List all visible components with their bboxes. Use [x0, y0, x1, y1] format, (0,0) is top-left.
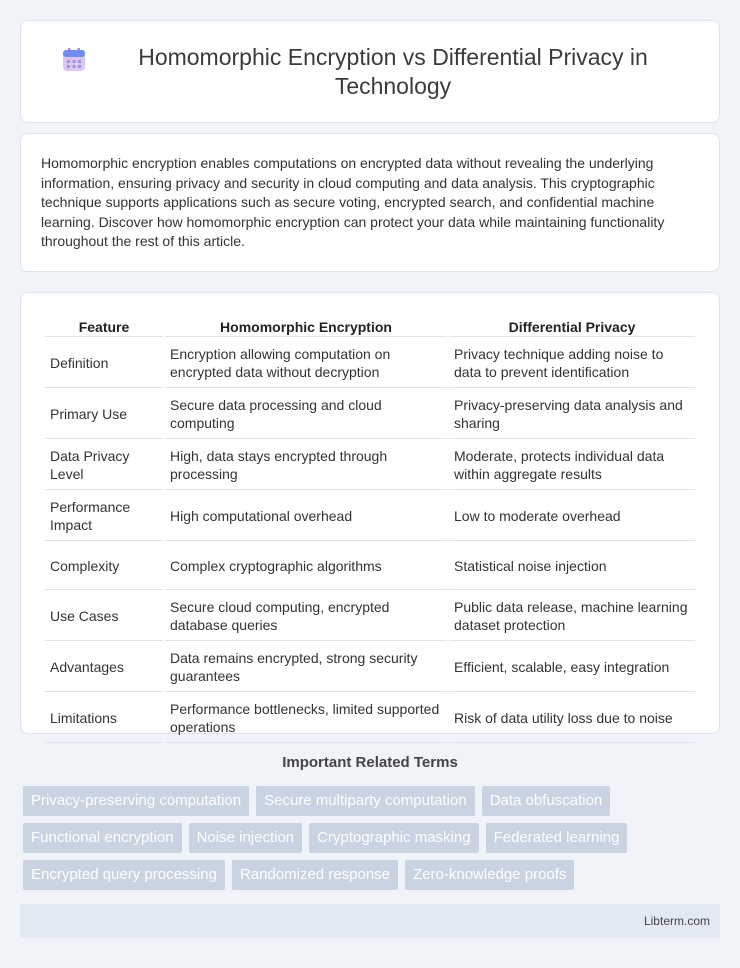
related-term-tag[interactable]: Secure multiparty computation	[256, 786, 475, 816]
table-cell: Use Cases	[45, 592, 163, 641]
related-terms-list	[23, 786, 723, 890]
title-wrap	[21, 43, 719, 101]
table-cell: High computational overhead	[165, 492, 447, 541]
comparison-table-card	[20, 292, 720, 734]
related-term-tag[interactable]: Cryptographic masking	[309, 823, 478, 853]
table-cell: Performance bottlenecks, limited supported operations	[165, 694, 447, 743]
comparison-table	[43, 315, 697, 745]
table-cell: Efficient, scalable, easy integration	[449, 643, 695, 692]
intro-card	[20, 133, 720, 272]
column-header-feature: Feature	[45, 317, 163, 337]
column-header-differential: Differential Privacy	[449, 317, 695, 337]
related-term-tag[interactable]: Encrypted query processing	[23, 860, 225, 890]
table-row	[45, 390, 695, 439]
header-card	[20, 20, 720, 123]
related-term-tag[interactable]: Zero-knowledge proofs	[405, 860, 574, 890]
table-cell: Limitations	[45, 694, 163, 743]
table-row	[45, 643, 695, 692]
table-cell: Data Privacy Level	[45, 441, 163, 490]
table-cell: Data remains encrypted, strong security guarantees	[165, 643, 447, 692]
table-cell: Privacy-preserving data analysis and sharing	[449, 390, 695, 439]
table-cell: Advantages	[45, 643, 163, 692]
intro-paragraph: Homomorphic encryption enables computations on encrypted data without revealing the underlying information, ensuring privacy and security in cloud computing and data analysis. This cryptographic technique supports applications such as secure voting, encrypted search, and confidential machine learning. Discover how homomorphic encryption can protect your data while maintaining functionality throughout the rest of this article.	[41, 155, 665, 250]
related-term-tag[interactable]: Privacy-preserving computation	[23, 786, 249, 816]
table-cell: High, data stays encrypted through processing	[165, 441, 447, 490]
table-row	[45, 543, 695, 590]
table-cell: Moderate, protects individual data within aggregate results	[449, 441, 695, 490]
table-row	[45, 441, 695, 490]
table-cell: Encryption allowing computation on encrypted data without decryption	[165, 339, 447, 388]
table-cell: Low to moderate overhead	[449, 492, 695, 541]
table-row	[45, 592, 695, 641]
table-cell: Definition	[45, 339, 163, 388]
calendar-icon	[61, 47, 87, 73]
column-header-homomorphic: Homomorphic Encryption	[165, 317, 447, 337]
table-cell: Risk of data utility loss due to noise	[449, 694, 695, 743]
table-cell: Secure cloud computing, encrypted database queries	[165, 592, 447, 641]
table-cell: Public data release, machine learning dataset protection	[449, 592, 695, 641]
table-cell: Performance Impact	[45, 492, 163, 541]
table-cell: Statistical noise injection	[449, 543, 695, 590]
related-term-tag[interactable]: Functional encryption	[23, 823, 182, 853]
related-term-tag[interactable]: Data obfuscation	[482, 786, 611, 816]
page-title: Homomorphic Encryption vs Differential Privacy in Technology	[138, 43, 648, 99]
table-row	[45, 492, 695, 541]
table-header-row	[45, 317, 695, 337]
table-cell: Complexity	[45, 543, 163, 590]
table-cell: Primary Use	[45, 390, 163, 439]
related-term-tag[interactable]: Noise injection	[189, 823, 303, 853]
table-cell: Privacy technique adding noise to data to prevent identification	[449, 339, 695, 388]
related-term-tag[interactable]: Randomized response	[232, 860, 398, 890]
table-cell: Secure data processing and cloud computing	[165, 390, 447, 439]
footer-site-link[interactable]: Libterm.com	[643, 914, 710, 928]
table-row	[45, 339, 695, 388]
related-term-tag[interactable]: Federated learning	[486, 823, 628, 853]
footer	[20, 904, 720, 938]
table-cell: Complex cryptographic algorithms	[165, 543, 447, 590]
related-terms-title: Important Related Terms	[282, 754, 458, 771]
table-row	[45, 694, 695, 743]
